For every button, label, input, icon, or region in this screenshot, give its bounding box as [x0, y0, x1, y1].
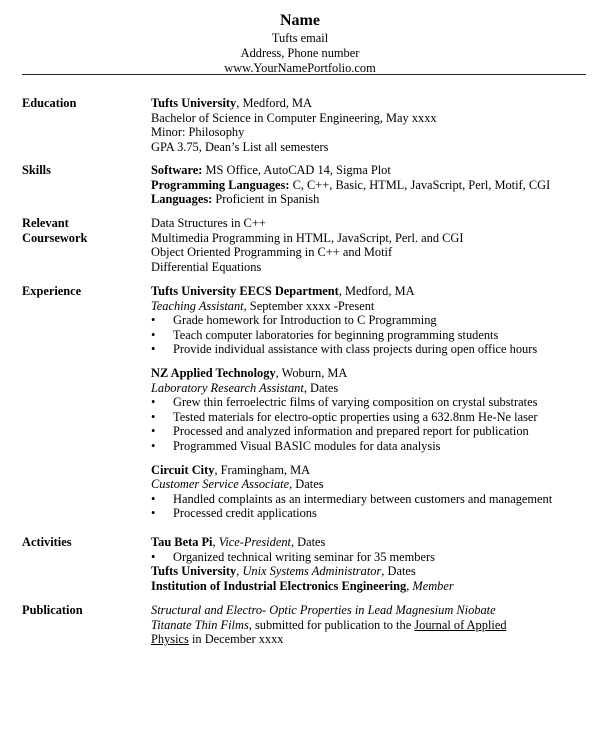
resume-header	[0, 0, 600, 76]
coursework-label-line2: Coursework	[22, 230, 88, 245]
job-bullet: • Processed and analyzed information and prepared report for publication	[151, 424, 590, 439]
job-bullet: • Handled complaints as an intermediary between customers and management	[151, 492, 590, 507]
journal-name: Journal of Applied	[414, 617, 507, 632]
job-entry	[151, 284, 590, 357]
publication-date: in December xxxx	[188, 632, 284, 647]
activities-label: Activities	[22, 535, 72, 549]
job-bullet: • Programmed Visual BASIC modules for data analysis	[151, 439, 590, 454]
software-value: MS Office, AutoCAD 14, Sigma Plot	[202, 163, 391, 177]
education-location: , Medford, MA	[236, 96, 312, 110]
publication-title-line1: Structural and Electro- Optic Properties in Lead Magnesium Niobate	[151, 603, 496, 617]
activity-separator: ,	[236, 564, 243, 579]
activity-role: Vice-President	[218, 535, 291, 549]
job-entry	[151, 366, 590, 454]
job-dates: , September xxxx -Present	[243, 298, 375, 313]
job-location: , Medford, MA	[338, 284, 415, 298]
job-bullet: • Teach computer laboratories for beginning programming students	[151, 328, 590, 343]
programming-value: C, C++, Basic, HTML, JavaScript, Perl, Motif, CGI	[289, 177, 551, 192]
publication-submitted: , submitted for publication to the	[248, 617, 415, 632]
activity-dates: , Dates	[381, 564, 416, 579]
address-line: Address, Phone number	[240, 46, 360, 60]
activity-bullet: • Organized technical writing seminar for 35 members	[151, 550, 590, 565]
job-title: Laboratory Research Assistant	[151, 380, 304, 395]
experience-label: Experience	[22, 284, 82, 298]
education-degree: Bachelor of Science in Computer Engineering, May xxxx	[151, 110, 437, 125]
languages-value: Proficient in Spanish	[212, 192, 320, 207]
skills-section	[22, 163, 590, 207]
job-dates: , Dates	[303, 380, 339, 395]
activity-role: Unix Systems Administrator	[242, 564, 382, 579]
email-line: Tufts email	[271, 31, 329, 45]
activity-org: Institution of Industrial Electronics Engineering	[151, 578, 407, 593]
education-gpa: GPA 3.75, Dean’s List all semesters	[151, 139, 329, 154]
activities-section	[22, 535, 590, 593]
coursework-label	[22, 216, 142, 245]
job-org: Tufts University EECS Department	[151, 284, 339, 298]
skills-label: Skills	[22, 163, 51, 177]
education-section	[22, 96, 590, 154]
job-bullet: • Grew thin ferroelectric films of varying composition on crystal substrates	[151, 395, 590, 410]
job-org: NZ Applied Technology	[151, 365, 276, 380]
job-title: Teaching Assistant	[151, 298, 244, 313]
programming-label: Programming Languages:	[151, 177, 290, 192]
job-bullet: • Grade homework for Introduction to C Programming	[151, 313, 590, 328]
journal-name-cont: Physics	[151, 632, 189, 647]
publication-label: Publication	[22, 603, 83, 617]
job-dates: , Dates	[289, 477, 324, 492]
activity-org: Tufts University	[151, 564, 237, 579]
experience-section	[22, 284, 590, 521]
activity-separator: ,	[406, 578, 413, 593]
activity-role: Member	[412, 578, 454, 593]
coursework-label-line1: Relevant	[22, 216, 69, 230]
publication-title-line2: Titanate Thin Films	[151, 617, 249, 632]
education-label: Education	[22, 96, 77, 110]
job-bullet: • Provide individual assistance with class projects during open office hours	[151, 342, 590, 357]
job-org: Circuit City	[151, 462, 215, 477]
job-title: Customer Service Associate	[151, 477, 290, 492]
course-item: Multimedia Programming in HTML, JavaScript, Perl. and CGI	[151, 230, 464, 245]
course-item: Object Oriented Programming in C++ and Motif	[151, 245, 393, 260]
job-location: , Woburn, MA	[275, 365, 348, 380]
software-label: Software:	[151, 163, 203, 177]
course-item: Data Structures in C++	[151, 216, 266, 230]
coursework-section	[22, 216, 590, 274]
job-bullet: • Tested materials for electro-optic properties using a 632.8nm He-Ne laser	[151, 410, 590, 425]
publication-section	[22, 603, 590, 647]
job-location: , Framingham, MA	[214, 462, 311, 477]
website-line: www.YourNamePortfolio.com	[224, 61, 376, 75]
activity-dates: , Dates	[290, 535, 326, 549]
candidate-name: Name	[280, 12, 320, 29]
education-minor: Minor: Philosophy	[151, 125, 245, 140]
header-divider	[22, 74, 586, 75]
education-school: Tufts University	[151, 96, 237, 110]
languages-label: Languages:	[151, 192, 213, 207]
activity-org: Tau Beta Pi	[151, 535, 213, 549]
job-bullet: • Processed credit applications	[151, 506, 590, 521]
course-item: Differential Equations	[151, 259, 262, 274]
job-entry	[151, 463, 590, 521]
activity-separator: ,	[212, 535, 219, 549]
